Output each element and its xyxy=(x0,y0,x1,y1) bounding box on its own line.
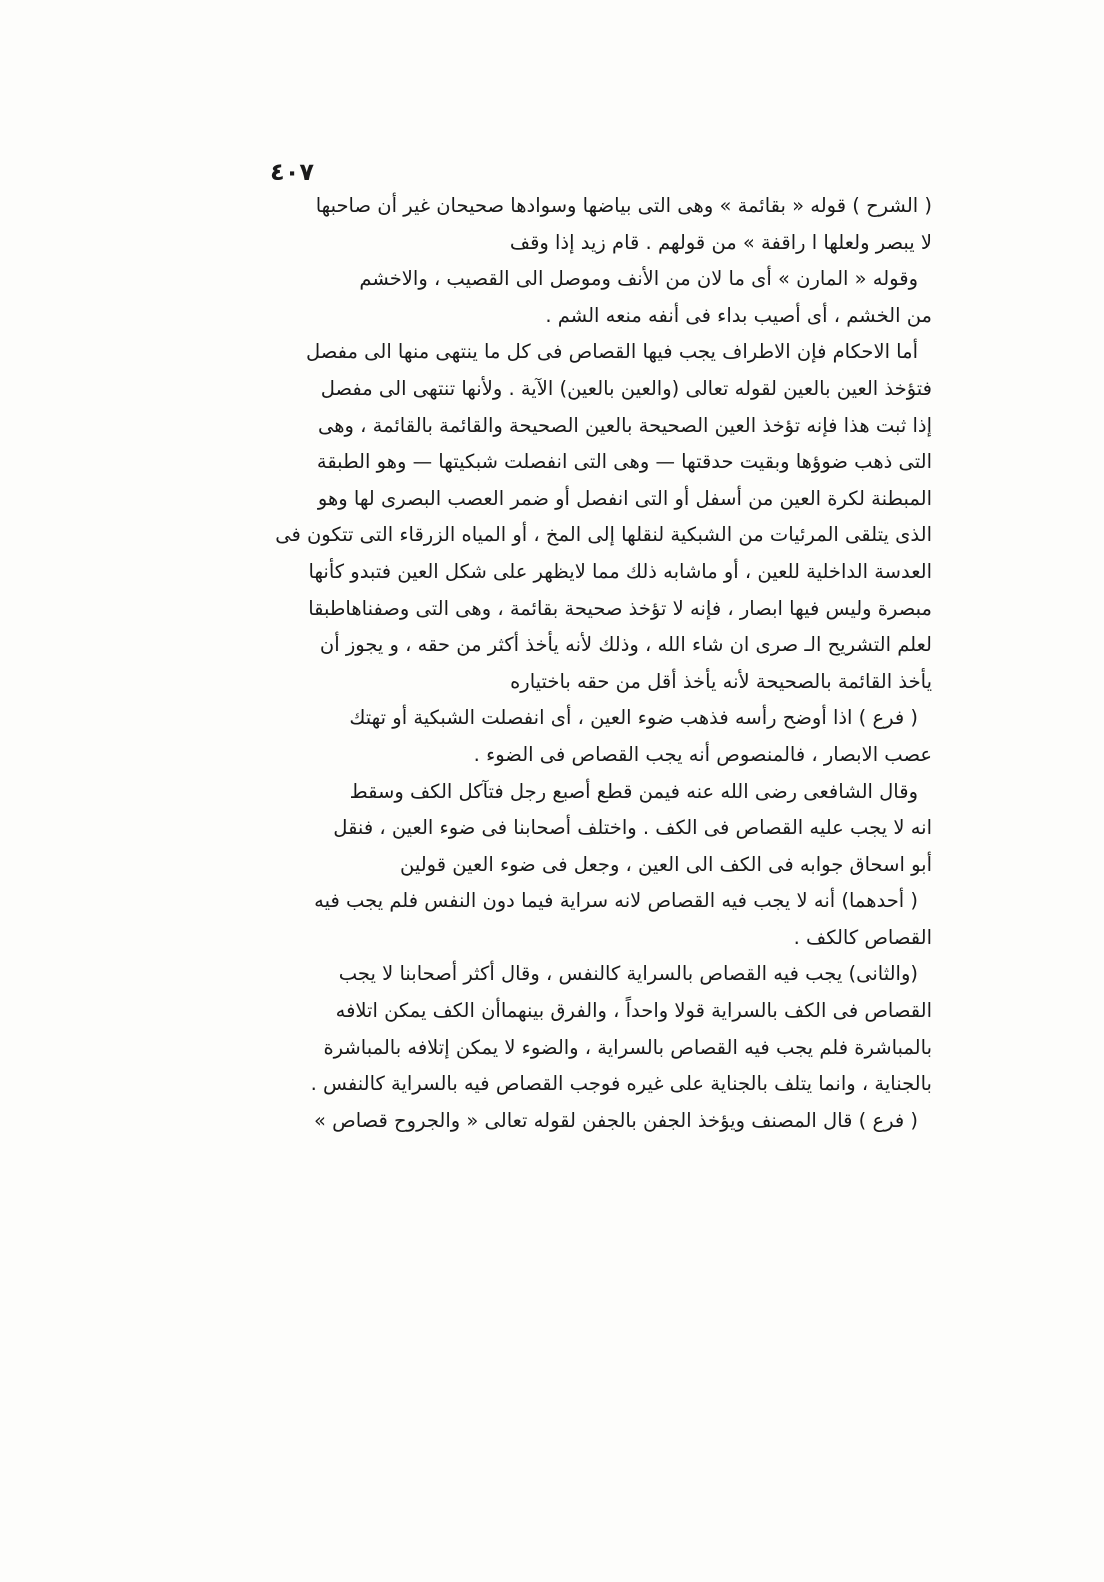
page-number: ٤٠٧ xyxy=(270,158,314,186)
paragraph-second-opinion: (والثانى) يجب فيه القصاص بالسراية كالنفس ، وقال أكثر أصحابنا لا يجب القصاص فى الكف بالسراية قولا واحداً ، والفرق بينهماأن الكف يمكن اتلافه بالمباشرة فلم يجب فيه القصاص بالسراية ، والضوء لا يمكن إتلافه بالمباشرة بالجناية ، وانما يتلف بالجناية على غيره فوجب القصاص فيه بالسراية كالنفس . xyxy=(310,962,932,1096)
paragraph-rulings: أما الاحكام فإن الاطراف يجب فيها القصاص فى كل ما ينتهى منها الى مفصل فتؤخذ العين بالعين لقوله تعالى (والعين بالعين) الآية . ولأنها تنتهى الى مفصل إذا ثبت هذا فإنه تؤخذ العين الصحيحة بالعين الصحيحة والقائمة بالقائمة ، وهى التى ذهب ضوؤها وبقيت حدقتها — وهى التى انفصلت شبكيتها — وهو الطبقة المبطنة لكرة العين من أسفل أو التى انفصل أو ضمر العصب البصرى لها وهو الذى يتلقى المرئيات من الشبكية لنقلها إلى المخ ، أو المياه الزرقاء التى تتكون فى العدسة الداخلية للعين ، أو ماشابه ذلك مما لايظهر على شكل العين فتبدو كأنها مبصرة وليس فيها ابصار ، فإنه لا تؤخذ صحيحة بقائمة ، وهى التى وصفناهاطبقا لعلم التشريح الـ صرى ان شاء الله ، وذلك لأنه يأخذ أكثر من حقه ، و يجوز أن يأخذ القائمة بالصحيحة لأنه يأخذ أقل من حقه باختياره xyxy=(275,340,932,693)
paragraph-branch-2: ( فرع ) قال المصنف ويؤخذ الجفن بالجفن لقوله تعالى « والجروح قصاص » xyxy=(313,1108,918,1132)
paragraph-shafii: وقال الشافعى رضى الله عنه فيمن قطع أصبع رجل فتآكل الكف وسقط انه لا يجب عليه القصاص فى الكف . واختلف أصحابنا فى ضوء العين ، فنقل أبو اسحاق جوابه فى الكف الى العين ، وجعل فى ضوء العين قولين xyxy=(333,779,932,876)
paragraph-commentary: ( الشرح ) قوله « بقائمة » وهى التى بياضها وسوادها صحيحان غير أن صاحبها لا يبصر ولعلها ا راقفة » من قولهم . قام زيد إذا وقف xyxy=(315,194,932,254)
page-body xyxy=(240,188,932,1139)
paragraph-branch-1: ( فرع ) اذا أوضح رأسه فذهب ضوء العين ، أى انفصلت الشبكية أو تهتك عصب الابصار ، فالمنصوص أنه يجب القصاص فى الضوء . xyxy=(349,706,932,766)
paragraph-marin: وقوله « المارن » أى ما لان من الأنف وموصل الى القصيب ، والاخشم من الخشم ، أى أصيب بداء فى أنفه منعه الشم . xyxy=(359,267,932,327)
paragraph-first-opinion: ( أحدهما) أنه لا يجب فيه القصاص لانه سراية فيما دون النفس فلم يجب فيه القصاص كالكف . xyxy=(314,889,932,949)
